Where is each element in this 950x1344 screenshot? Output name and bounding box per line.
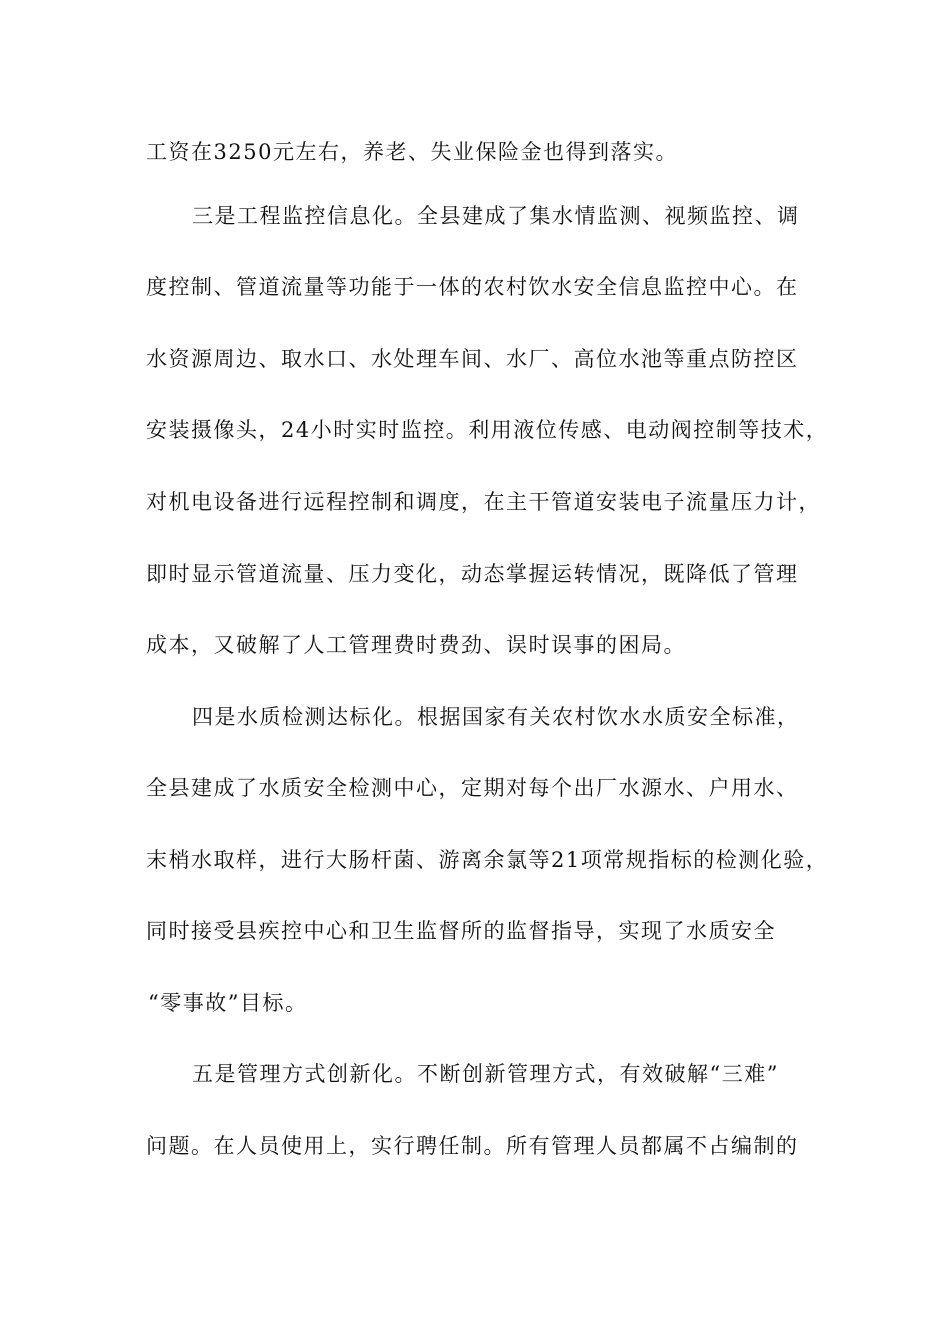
text-line: 度控制、管道流量等功能于一体的农村饮水安全信息监控中心。在: [146, 275, 799, 299]
text-line: “零事故”目标。: [148, 991, 308, 1015]
text-line: 末梢水取样，进行大肠杆菌、游离余氯等21项常规指标的检测化验，: [146, 848, 829, 872]
text-line: 工资在3250元左右，养老、失业保险金也得到落实。: [146, 140, 678, 164]
paragraph-5-start: 五是管理方式创新化。不断创新管理方式，有效破解“三难”: [192, 1062, 779, 1086]
text-line: 全县建成了水质安全检测中心，定期对每个出厂水源水、户用水、: [146, 776, 799, 800]
text-line: 成本，又破解了人工管理费时费劲、误时误事的困局。: [146, 633, 686, 657]
paragraph-4-start: 四是水质检测达标化。根据国家有关农村饮水水质安全标准，: [192, 705, 800, 729]
text-line: 水资源周边、取水口、水处理车间、水厂、高位水池等重点防控区: [146, 347, 799, 371]
text-line: 即时显示管道流量、压力变化，动态掌握运转情况，既降低了管理: [146, 562, 799, 586]
text-line: 对机电设备进行远程控制和调度，在主干管道安装电子流量压力计，: [146, 490, 821, 514]
text-line: 同时接受县疾控中心和卫生监督所的监督指导，实现了水质安全: [146, 919, 776, 943]
text-line: 问题。在人员使用上，实行聘任制。所有管理人员都属不占编制的: [146, 1134, 799, 1158]
text-line: 安装摄像头，24小时实时监控。利用液位传感、电动阀控制等技术，: [146, 418, 829, 442]
paragraph-3-start: 三是工程监控信息化。全县建成了集水情监测、视频监控、调: [192, 204, 800, 228]
